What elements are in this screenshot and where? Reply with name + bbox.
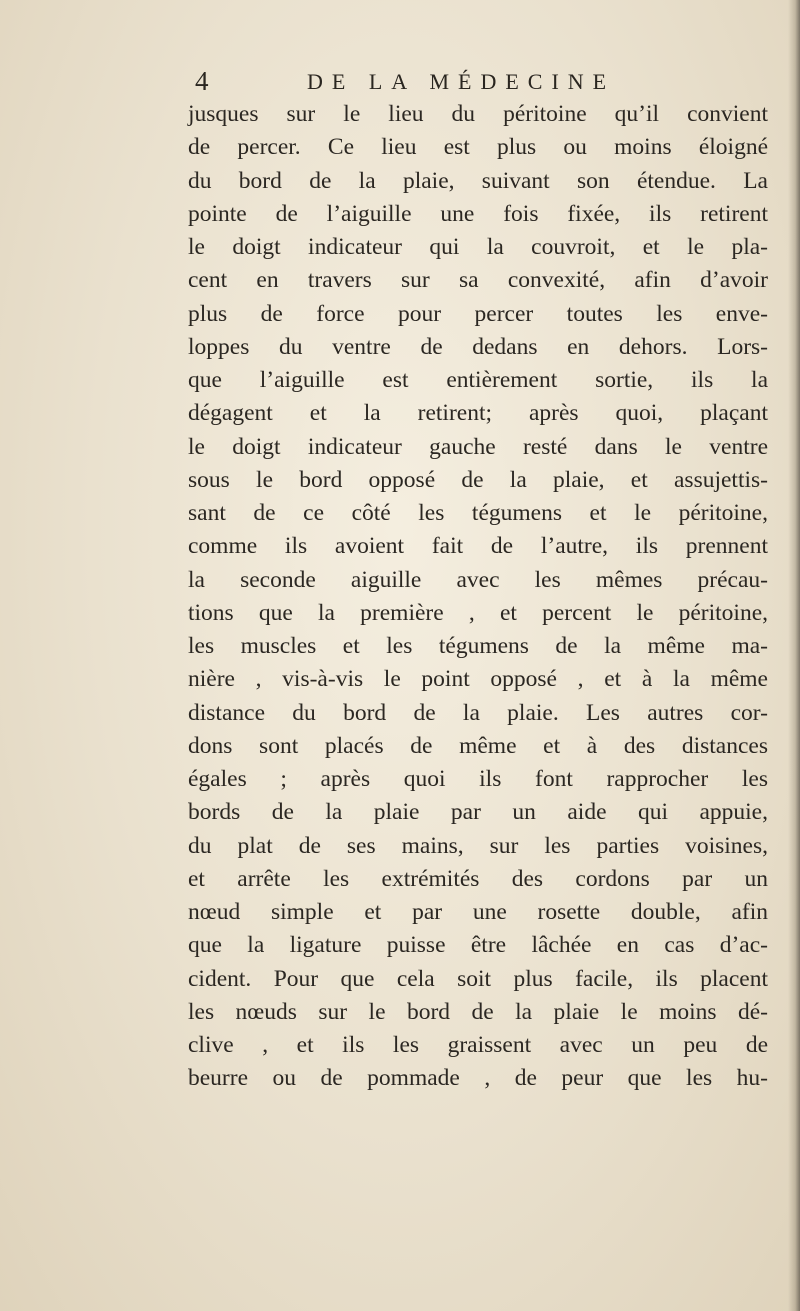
text-line: cident. Pour que cela soit plus facile, ils placent bbox=[188, 965, 768, 992]
running-title: DE LA MÉDECINE bbox=[307, 69, 616, 94]
text-line: que la ligature puisse être lâchée en cas d’ac- bbox=[188, 932, 768, 959]
text-line: sant de ce côté les tégumens et le péritoine, bbox=[188, 500, 768, 526]
text-line: tions que la première , et percent le péritoine, bbox=[188, 599, 768, 626]
text-line: comme ils avoient fait de l’autre, ils prennent bbox=[188, 533, 768, 560]
text-line: dons sont placés de même et à des distances bbox=[188, 732, 768, 759]
text-line: le doigt indicateur gauche resté dans le ventre bbox=[188, 433, 768, 460]
text-line: distance du bord de la plaie. Les autres cor- bbox=[188, 699, 768, 726]
text-line: et arrête les extrémités des cordons par un bbox=[188, 865, 768, 892]
text-line: plus de force pour percer toutes les enve- bbox=[188, 300, 768, 327]
text-line: dégagent et la retirent; après quoi, plaçant bbox=[188, 400, 768, 427]
text-line: le doigt indicateur qui la couvroit, et le pla- bbox=[188, 234, 768, 260]
text-line: beurre ou de pommade , de peur que les hu- bbox=[188, 1065, 768, 1092]
text-line: que l’aiguille est entièrement sortie, ils la bbox=[188, 367, 768, 393]
text-line: bords de la plaie par un aide qui appuie, bbox=[188, 799, 768, 826]
text-line: les muscles et les tégumens de la même ma- bbox=[188, 633, 768, 659]
text-line: nœud simple et par une rosette double, afin bbox=[188, 899, 768, 925]
text-line: les nœuds sur le bord de la plaie le moins dé- bbox=[188, 998, 768, 1025]
text-line: cent en travers sur sa convexité, afin d’avoir bbox=[188, 267, 768, 294]
text-line: égales ; après quoi ils font rapprocher les bbox=[188, 766, 768, 792]
text-line: la seconde aiguille avec les mêmes précau- bbox=[188, 566, 768, 593]
text-line: clive , et ils les graissent avec un peu de bbox=[188, 1032, 768, 1058]
body-text bbox=[188, 98, 768, 1096]
text-line: du plat de ses mains, sur les parties voisines, bbox=[188, 832, 768, 859]
text-line: nière , vis-à-vis le point opposé , et à la même bbox=[188, 666, 768, 693]
text-line: sous le bord opposé de la plaie, et assujettis- bbox=[188, 466, 768, 493]
text-line: du bord de la plaie, suivant son étendue. La bbox=[188, 167, 768, 194]
page-number: 4 bbox=[195, 66, 209, 96]
page-edge-shadow bbox=[788, 0, 800, 1311]
page-header bbox=[195, 66, 755, 96]
text-line: de percer. Ce lieu est plus ou moins éloigné bbox=[188, 134, 768, 161]
text-line: jusques sur le lieu du péritoine qu’il convient bbox=[188, 101, 768, 127]
text-line: pointe de l’aiguille une fois fixée, ils retirent bbox=[188, 200, 768, 227]
text-line: loppes du ventre de dedans en dehors. Lors- bbox=[188, 333, 768, 360]
